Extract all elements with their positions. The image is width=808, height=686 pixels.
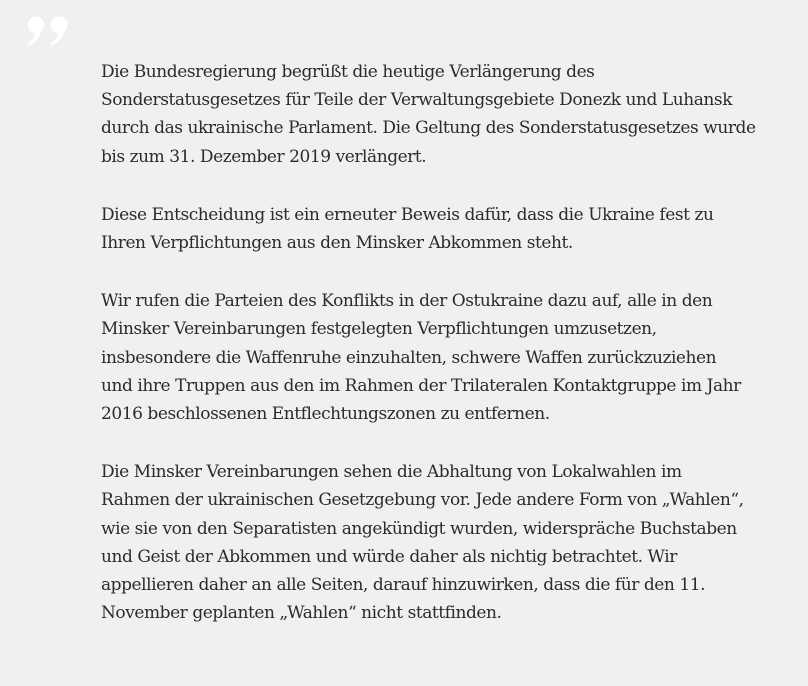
text-line: Wir rufen die Parteien des Konflikts in der Ostukraine dazu auf, alle in den [101,291,713,312]
text-line: November geplanten „Wahlen“ nicht stattfinden. [101,603,502,624]
quote-text [101,58,791,627]
text-line: Rahmen der ukrainischen Gesetzgebung vor. Jede andere Form von „Wahlen“, [101,490,744,511]
text-line: und Geist der Abkommen und würde daher als nichtig betrachtet. Wir [101,546,677,567]
paragraph-1 [101,58,791,171]
quote-mark-icon [26,12,72,48]
text-line: Ihren Verpflichtungen aus den Minsker Abkommen steht. [101,233,573,254]
text-line: wie sie von den Separatisten angekündigt wurden, widerspräche Buchstaben [101,518,737,539]
text-line: bis zum 31. Dezember 2019 verlängert. [101,146,427,167]
paragraph-3 [101,287,791,428]
text-line: Diese Entscheidung ist ein erneuter Beweis dafür, dass die Ukraine fest zu [101,204,714,225]
text-line: durch das ukrainische Parlament. Die Geltung des Sonderstatusgesetzes wurde [101,118,756,139]
text-line: Sonderstatusgesetzes für Teile der Verwaltungsgebiete Donezk und Luhansk [101,90,733,111]
text-line: appellieren daher an alle Seiten, darauf hinzuwirken, dass die für den 11. [101,575,706,596]
text-line: insbesondere die Waffenruhe einzuhalten, schwere Waffen zurückzuziehen [101,347,717,368]
text-line: Minsker Vereinbarungen festgelegten Verpflichtungen umzusetzen, [101,319,657,340]
text-line: Die Minsker Vereinbarungen sehen die Abhaltung von Lokalwahlen im [101,462,682,483]
paragraph-4 [101,458,791,627]
text-line: 2016 beschlossenen Entflechtungszonen zu entfernen. [101,404,550,425]
text-line: Die Bundesregierung begrüßt die heutige Verlängerung des [101,62,595,82]
text-line: und ihre Truppen aus den im Rahmen der Trilateralen Kontaktgruppe im Jahr [101,375,741,396]
paragraph-2 [101,201,791,257]
